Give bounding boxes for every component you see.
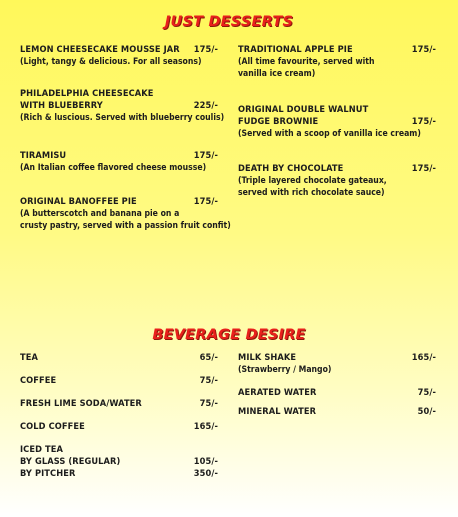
menu-item-line — [238, 104, 436, 116]
item-description: (Rich & luscious. Served with blueberry coulis) — [20, 113, 225, 123]
item-price: 165/- — [411, 352, 436, 363]
item-price: 175/- — [193, 150, 218, 161]
item-name: BY PITCHER — [20, 468, 76, 479]
menu-item-line — [20, 352, 218, 364]
item-description: (Triple layered chocolate gateaux, — [238, 176, 387, 186]
menu-item-line — [20, 196, 218, 208]
menu-item — [238, 406, 436, 418]
item-name: COFFEE — [20, 375, 57, 386]
item-name: FRESH LIME SODA/WATER — [20, 398, 142, 409]
item-name: FUDGE BROWNIE — [238, 116, 319, 127]
item-description: (An Italian coffee flavored cheese mousse) — [20, 163, 207, 173]
menu-item — [20, 421, 218, 433]
menu-item — [20, 398, 218, 410]
menu-item-line — [20, 468, 218, 480]
desserts-heading: JUST DESSERTS — [164, 14, 294, 30]
menu-item — [20, 444, 218, 480]
menu-item — [20, 88, 225, 124]
menu-item-line — [238, 406, 436, 418]
item-price: 175/- — [411, 163, 436, 174]
item-price: 175/- — [411, 44, 436, 55]
item-price: 65/- — [199, 352, 218, 363]
item-description: (Light, tangy & delicious. For all seasons) — [20, 57, 202, 67]
item-name: TRADITIONAL APPLE PIE — [238, 44, 353, 55]
menu-item — [238, 387, 436, 399]
menu-item — [238, 163, 436, 199]
menu-item — [238, 44, 436, 80]
menu-item-line — [20, 44, 218, 56]
item-name: ORIGINAL BANOFFEE PIE — [20, 196, 137, 207]
menu-item — [238, 104, 436, 140]
item-description: (Strawberry / Mango) — [238, 365, 332, 375]
item-description: (All time favourite, served with — [238, 57, 375, 67]
menu-item-line — [238, 116, 436, 128]
item-price: 225/- — [193, 100, 218, 111]
menu-item-line — [20, 100, 218, 112]
item-name: MINERAL WATER — [238, 406, 317, 417]
item-price: 105/- — [193, 456, 218, 467]
item-description: vanilla ice cream) — [238, 69, 316, 79]
menu-item — [20, 196, 231, 232]
item-description: crusty pastry, served with a passion fruit confit) — [20, 221, 231, 231]
menu-item — [20, 150, 218, 174]
item-name: ORIGINAL DOUBLE WALNUT — [238, 104, 369, 115]
item-name: LEMON CHEESECAKE MOUSSE JAR — [20, 44, 180, 55]
menu-item-line — [238, 163, 436, 175]
item-price: 175/- — [193, 196, 218, 207]
item-price: 175/- — [411, 116, 436, 127]
menu-item-line — [20, 421, 218, 433]
item-name: AERATED WATER — [238, 387, 317, 398]
item-price: 75/- — [417, 387, 436, 398]
beverages-heading: BEVERAGE DESIRE — [152, 327, 306, 343]
item-price: 350/- — [193, 468, 218, 479]
menu-item — [238, 352, 436, 376]
item-name: BY GLASS (REGULAR) — [20, 456, 121, 467]
menu-item — [20, 375, 218, 387]
item-name: TIRAMISU — [20, 150, 67, 161]
item-name: WITH BLUEBERRY — [20, 100, 103, 111]
menu-item-line — [20, 375, 218, 387]
item-name: ICED TEA — [20, 444, 64, 455]
item-price: 75/- — [199, 398, 218, 409]
item-name: PHILADELPHIA CHEESECAKE — [20, 88, 154, 99]
item-name: TEA — [20, 352, 38, 363]
menu-item-line — [20, 88, 218, 100]
menu-item-line — [238, 387, 436, 399]
item-description: (Served with a scoop of vanilla ice cream) — [238, 129, 421, 139]
item-name: MILK SHAKE — [238, 352, 297, 363]
item-description: served with rich chocolate sauce) — [238, 188, 385, 198]
menu-item-line — [20, 444, 218, 456]
menu-item-line — [20, 150, 218, 162]
item-description: (A butterscotch and banana pie on a — [20, 209, 180, 219]
item-price: 165/- — [193, 421, 218, 432]
item-price: 175/- — [193, 44, 218, 55]
menu-item-line — [238, 352, 436, 364]
menu-item-line — [20, 398, 218, 410]
menu-item-line — [20, 456, 218, 468]
menu-item — [20, 44, 218, 68]
item-price: 50/- — [417, 406, 436, 417]
item-name: COLD COFFEE — [20, 421, 85, 432]
item-name: DEATH BY CHOCOLATE — [238, 163, 344, 174]
menu-item-line — [238, 44, 436, 56]
item-price: 75/- — [199, 375, 218, 386]
menu-item — [20, 352, 218, 364]
